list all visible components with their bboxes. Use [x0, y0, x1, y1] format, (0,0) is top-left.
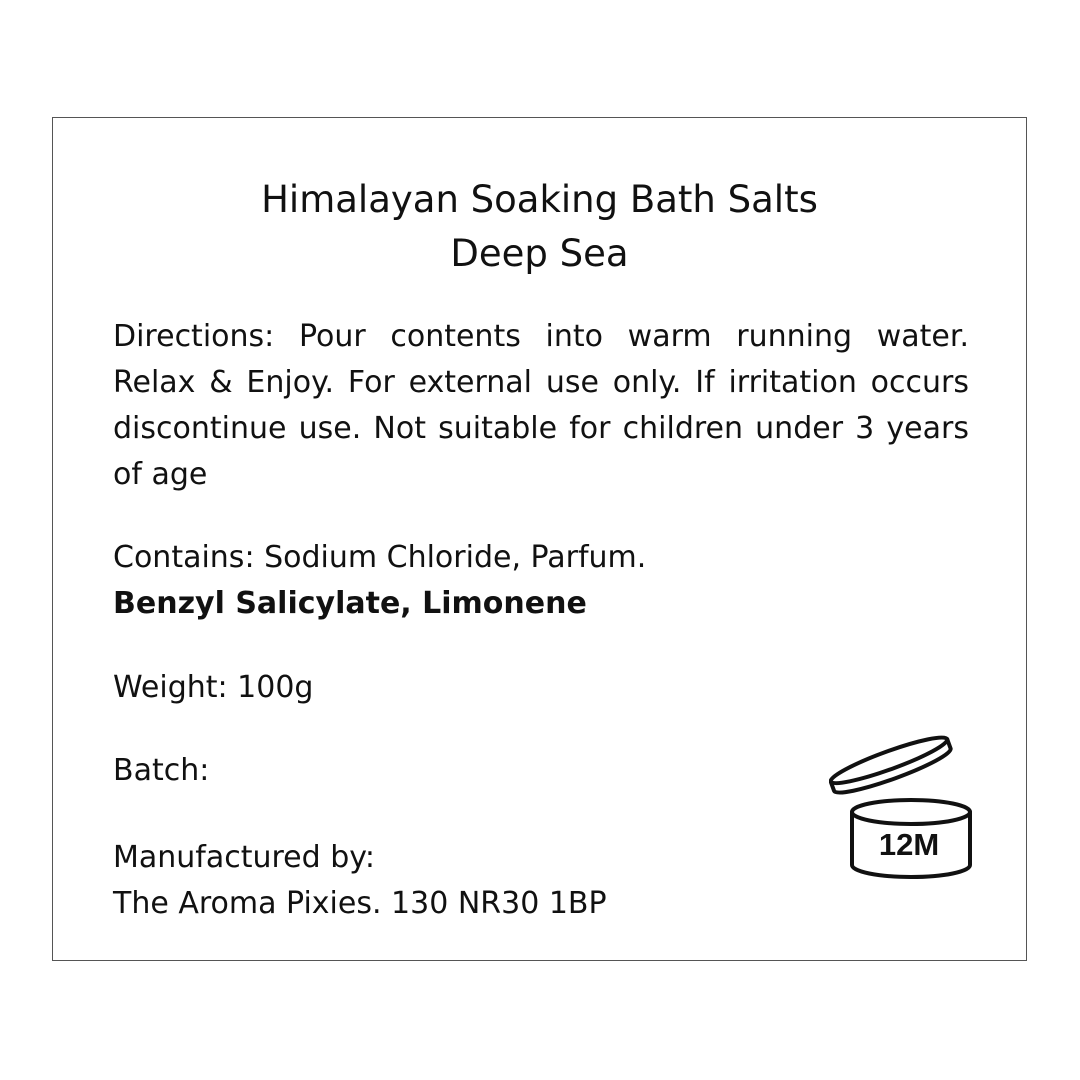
- weight-text: Weight: 100g: [113, 670, 314, 705]
- product-label: [52, 117, 1027, 961]
- allergens-line: Benzyl Salicylate, Limonene: [113, 586, 587, 621]
- ingredients-line: Contains: Sodium Chloride, Parfum.: [113, 540, 647, 575]
- manufacturer-details: The Aroma Pixies. 130 NR30 1BP: [113, 886, 607, 921]
- pao-months-text: 12M: [878, 827, 940, 862]
- period-after-opening-symbol: [829, 724, 979, 884]
- product-title: Himalayan Soaking Bath Salts: [261, 178, 818, 221]
- batch-text: Batch:: [113, 753, 210, 788]
- product-variant: Deep Sea: [450, 232, 629, 275]
- directions-text: Directions: Pour contents into warm running water. Relax & Enjoy. For external use only. If irritation occurs discontinue use. Not suitable for children under 3 years of age: [113, 319, 969, 492]
- manufacturer-heading: Manufactured by:: [113, 840, 375, 875]
